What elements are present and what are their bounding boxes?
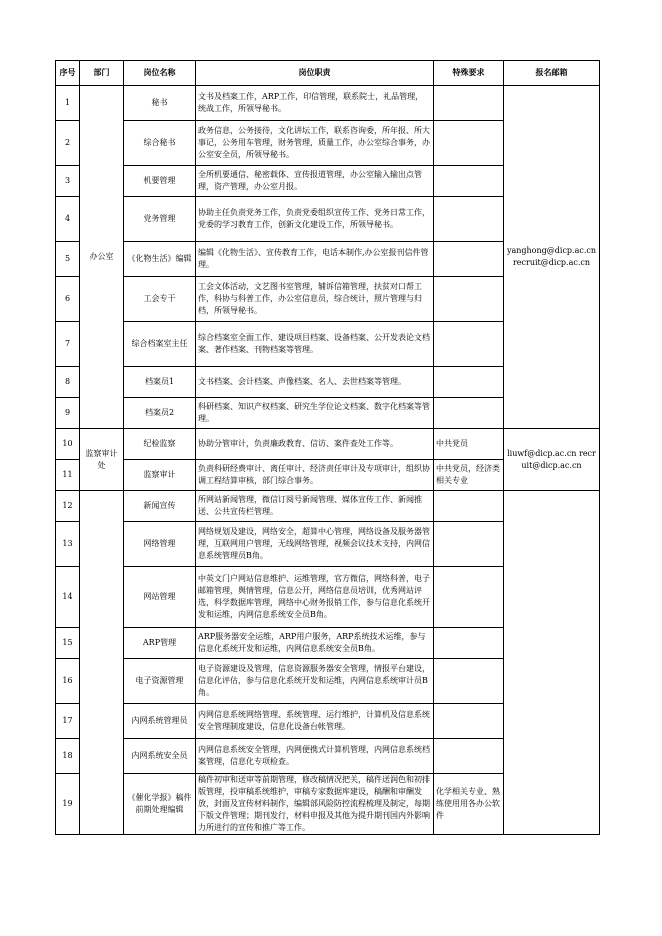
cell-duty: 协助分管审计，负责廉政教育、信访、案件查处工作等。 [196,429,434,460]
header-req: 特殊要求 [434,61,504,86]
cell-seq: 8 [56,367,80,398]
cell-seq: 3 [56,166,80,197]
cell-post: 综合秘书 [124,121,196,166]
cell-post: 内网系统管理员 [124,704,196,739]
cell-seq: 18 [56,739,80,774]
table-row [56,491,600,522]
cell-req [434,567,504,628]
cell-req [434,86,504,121]
cell-dept-office: 办公室 [80,86,124,429]
cell-post: 工会专干 [124,277,196,322]
cell-email-empty [504,491,600,835]
cell-dept-audit: 监察审计处 [80,429,124,491]
cell-post: 《化物生活》编辑 [124,242,196,277]
cell-req [434,242,504,277]
cell-req: 中共党员，经济类相关专业 [434,460,504,491]
cell-duty: 稿件初审和送审等前期管理，修改稿情况把关，稿件送润色和初排版管理，投审稿系统维护，审稿专家数据库建设，稿酬和审酬发放，封面及宣传材料制作，编辑部风险防控流程梳理及制定，每期下版文件管理；期刊发行，材料申报及其他为提升期刊国内外影响力所进行的宣传和推广等工作。 [196,774,434,835]
cell-post: 机要管理 [124,166,196,197]
cell-seq: 2 [56,121,80,166]
cell-dept-empty [80,491,124,835]
cell-seq: 4 [56,197,80,242]
cell-req [434,522,504,567]
cell-seq: 5 [56,242,80,277]
cell-post: 内网系统安全员 [124,739,196,774]
header-post: 岗位名称 [124,61,196,86]
cell-duty: 文书档案、会计档案、声像档案、名人、去世档案等管理。 [196,367,434,398]
cell-req: 中共党员 [434,429,504,460]
cell-req [434,739,504,774]
cell-post: 新闻宣传 [124,491,196,522]
cell-req [434,197,504,242]
cell-seq: 11 [56,460,80,491]
cell-req [434,166,504,197]
cell-post: ARP管理 [124,628,196,659]
cell-duty: 中英文门户网站信息维护、运维管理，官方微信，网络科普，电子邮箱管理，舆情管理，信息公开，网络信息员培训，优秀网站评选，科学数据库管理，网络中心财务报销工作，参与信息化系统开发和运维，内网信息系统安全员B角。 [196,567,434,628]
cell-duty: 科研档案、知识产权档案、研究生学位论文档案、数字化档案等管理。 [196,398,434,429]
cell-post: 电子资源管理 [124,659,196,704]
cell-req [434,659,504,704]
cell-seq: 7 [56,322,80,367]
cell-req [434,367,504,398]
cell-seq: 14 [56,567,80,628]
cell-duty: 编辑《化物生活》、宣传教育工作，电话本制作,办公室报刊信件管理。 [196,242,434,277]
page-bottom-margin [0,872,662,936]
cell-duty: 全所机要通信、秘密载体、宣传报道管理，办公室输入输出点管理，资产管理，办公室月报。 [196,166,434,197]
header-dept: 部门 [80,61,124,86]
cell-req [434,491,504,522]
cell-duty: 工会文体活动，文艺图书室管理，辅诉信箱管理，扶贫对口帮工作，科协与科普工作，办公室信息员，综合统计，照片管理与归档，所领导秘书。 [196,277,434,322]
cell-req [434,121,504,166]
cell-duty: 政务信息，公务接待，文化讲坛工作，联系咨询委，所年报、所大事记，公务用车管理，财务管理，质量工作，办公室综合事务，办公室安全员，所领导秘书。 [196,121,434,166]
cell-post: 《催化学报》稿件前期处理编辑 [124,774,196,835]
header-duty: 岗位职责 [196,61,434,86]
table-row [56,86,600,121]
cell-duty: 负责科研经费审计、离任审计、经济责任审计及专项审计，组织协调工程结算审核，部门综合事务。 [196,460,434,491]
cell-seq: 15 [56,628,80,659]
table-row [56,429,600,460]
cell-req [434,398,504,429]
cell-seq: 13 [56,522,80,567]
cell-seq: 1 [56,86,80,121]
cell-duty: 所网站新闻管理，微信订阅号新闻管理、媒体宣传工作、新闻推送、公共宣传栏管理。 [196,491,434,522]
cell-req [434,628,504,659]
cell-duty: 协助主任负责党务工作，负责党委组织宣传工作、党务日常工作，党委的学习教育工作，创新文化建设工作，所领导秘书。 [196,197,434,242]
cell-seq: 17 [56,704,80,739]
cell-seq: 10 [56,429,80,460]
cell-post: 纪检监察 [124,429,196,460]
cell-seq: 16 [56,659,80,704]
cell-duty: 内网信息系统网络管理、系统管理、运行维护，计算机及信息系统安全管理制度建设，信息化设备台帐管理。 [196,704,434,739]
header-email: 报名邮箱 [504,61,600,86]
cell-req [434,277,504,322]
cell-post: 监察审计 [124,460,196,491]
cell-post: 网络管理 [124,522,196,567]
cell-email-audit: liuwf@dicp.ac.cn recruit@dicp.ac.cn [504,429,600,491]
cell-seq: 12 [56,491,80,522]
cell-seq: 19 [56,774,80,835]
cell-post: 综合档案室主任 [124,322,196,367]
cell-duty: 综合档案室全面工作、建设项目档案、设备档案、公开发表论文档案、著作档案、刊物档案等管理。 [196,322,434,367]
cell-post: 秘书 [124,86,196,121]
header-seq: 序号 [56,61,80,86]
cell-post: 党务管理 [124,197,196,242]
cell-req [434,704,504,739]
cell-duty: 内网信息系统安全管理，内网便携式计算机管理，内网信息系统档案管理，信息化专项检查。 [196,739,434,774]
recruitment-table [55,60,600,835]
cell-email-office: yanghong@dicp.ac.cn recruit@dicp.ac.cn [504,86,600,429]
cell-req [434,322,504,367]
cell-duty: 电子资源建设及管理，信息资源服务器安全管理，情报平台建设，信息化评估，参与信息化系统开发和运维，内网信息系统审计员B角。 [196,659,434,704]
cell-req: 化学相关专业、熟练使用用各办公软件 [434,774,504,835]
cell-seq: 6 [56,277,80,322]
cell-post: 档案员2 [124,398,196,429]
header-row [56,61,600,86]
cell-duty: ARP服务器安全运维，ARP用户服务，ARP系统技术运维，参与信息化系统开发和运维，内网信息系统安全员B角。 [196,628,434,659]
cell-seq: 9 [56,398,80,429]
cell-post: 档案员1 [124,367,196,398]
cell-duty: 文书及档案工作，ARP工作，印信管理，联系院士，礼品管理，统战工作，所领导秘书。 [196,86,434,121]
cell-duty: 网络规划及建设，网络安全，超算中心管理，网络设备及服务器管理，互联网用户管理，无线网络管理，视频会议技术支持，内网信息系统管理员B角。 [196,522,434,567]
cell-post: 网站管理 [124,567,196,628]
